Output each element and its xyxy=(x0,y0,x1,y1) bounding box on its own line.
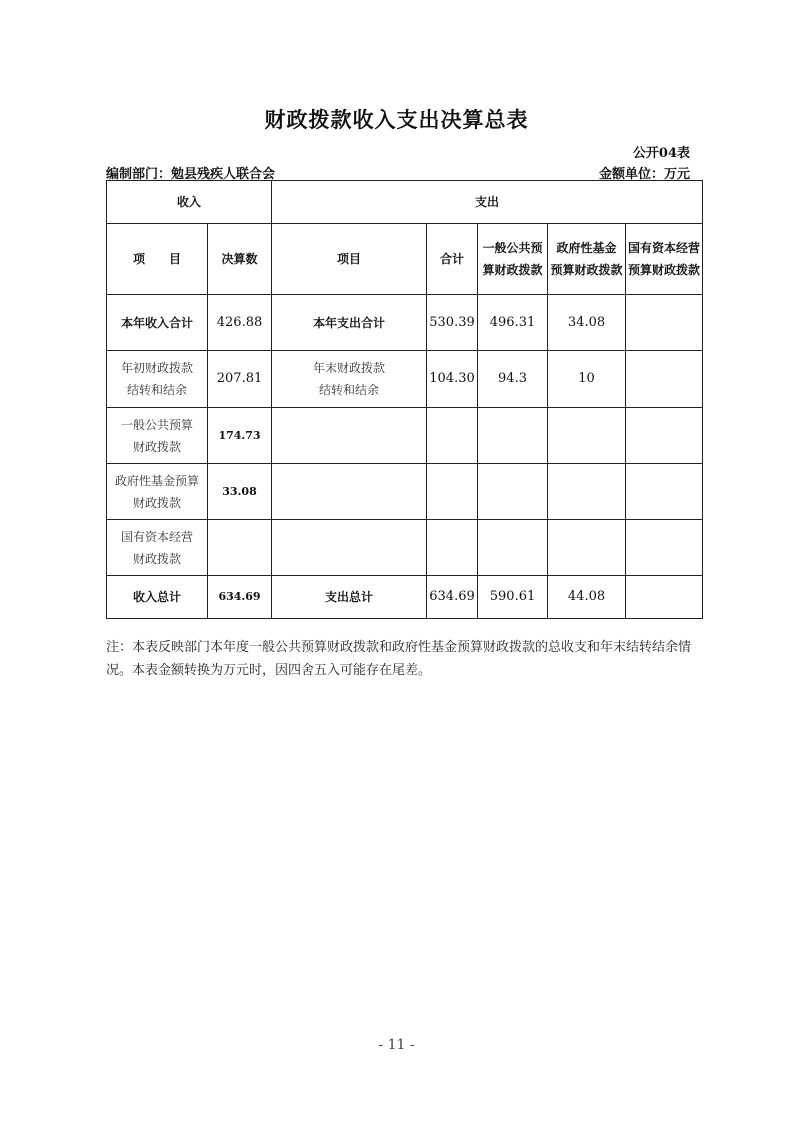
gov-fund-cell: 10 xyxy=(548,351,626,408)
cell-line: 财政拨款 xyxy=(132,439,181,454)
general-budget-cell: 590.61 xyxy=(478,576,548,619)
income-amount-cell xyxy=(208,520,272,576)
income-item-cell: 收入总计 xyxy=(107,576,208,619)
total-cell: 530.39 xyxy=(427,295,478,351)
gov-fund-cell xyxy=(548,408,626,464)
table-row xyxy=(107,408,703,464)
income-item-cell: 本年收入合计 xyxy=(107,295,208,351)
soe-capital-cell xyxy=(626,351,703,408)
table-row xyxy=(107,464,703,520)
total-cell: 104.30 xyxy=(427,351,478,408)
header-line: 政府性基金 xyxy=(556,241,617,255)
income-amount-cell: 207.81 xyxy=(208,351,272,408)
total-cell: 634.69 xyxy=(427,576,478,619)
expense-item-cell xyxy=(272,464,427,520)
cell-line: 结转和结余 xyxy=(319,383,380,397)
expense-item-cell xyxy=(272,408,427,464)
general-budget-header xyxy=(478,224,548,295)
page-title: 财政拨款收入支出决算总表 xyxy=(264,107,529,132)
expense-item-header: 项目 xyxy=(272,224,427,295)
form-number: 公开04表 xyxy=(632,146,690,161)
amount-unit-label: 金额单位：万元 xyxy=(598,167,690,182)
expense-item-cell xyxy=(272,351,427,408)
header-line: 算财政拨款 xyxy=(482,263,543,277)
cell-line: 国有资本经营 xyxy=(120,529,193,544)
income-amount-cell: 33.08 xyxy=(208,464,272,520)
total-cell xyxy=(427,408,478,464)
income-item-cell xyxy=(107,408,208,464)
total-header: 合计 xyxy=(427,224,478,295)
gov-fund-header xyxy=(548,224,626,295)
header-row-group xyxy=(107,181,703,224)
general-budget-cell xyxy=(478,408,548,464)
total-cell xyxy=(427,520,478,576)
income-amount-cell: 634.69 xyxy=(208,576,272,619)
income-amount-cell: 426.88 xyxy=(208,295,272,351)
income-amount-cell: 174.73 xyxy=(208,408,272,464)
soe-capital-cell xyxy=(626,295,703,351)
income-item-cell xyxy=(107,351,208,408)
total-cell xyxy=(427,464,478,520)
income-item-cell xyxy=(107,464,208,520)
general-budget-cell: 496.31 xyxy=(478,295,548,351)
table-row xyxy=(107,351,703,408)
gov-fund-cell xyxy=(548,520,626,576)
expense-header: 支出 xyxy=(272,181,703,224)
expense-item-cell: 支出总计 xyxy=(272,576,427,619)
soe-capital-cell xyxy=(626,464,703,520)
cell-line: 年末财政拨款 xyxy=(313,361,386,375)
table-note: 注：本表反映部门本年度一般公共预算财政拨款和政府性基金预算财政拨款的总收支和年末结转结余情况。本表金额转换为万元时，因四舍五入可能存在尾差。 xyxy=(106,640,692,678)
table-row xyxy=(107,576,703,619)
cell-line: 政府性基金预算 xyxy=(114,473,199,488)
header-line: 预算财政拨款 xyxy=(550,263,623,277)
income-item-header: 项 目 xyxy=(107,224,208,295)
income-header: 收入 xyxy=(107,181,272,224)
header-line: 一般公共预 xyxy=(482,241,543,255)
expense-item-cell: 本年支出合计 xyxy=(272,295,427,351)
gov-fund-cell: 34.08 xyxy=(548,295,626,351)
header-line: 预算财政拨款 xyxy=(628,263,701,277)
table-row xyxy=(107,295,703,351)
page-number: - 11 - xyxy=(378,1037,415,1053)
general-budget-cell xyxy=(478,464,548,520)
income-item-cell xyxy=(107,520,208,576)
cell-line: 财政拨款 xyxy=(132,551,181,566)
expense-item-cell xyxy=(272,520,427,576)
general-budget-cell xyxy=(478,520,548,576)
table-row xyxy=(107,520,703,576)
soe-capital-header xyxy=(626,224,703,295)
soe-capital-cell xyxy=(626,408,703,464)
final-account-table xyxy=(106,180,703,619)
header-row-columns xyxy=(107,224,703,295)
department-label: 编制部门：勉县残疾人联合会 xyxy=(106,167,276,182)
income-amount-header: 决算数 xyxy=(208,224,272,295)
gov-fund-cell xyxy=(548,464,626,520)
soe-capital-cell xyxy=(626,520,703,576)
header-line: 国有资本经营 xyxy=(628,241,701,255)
soe-capital-cell xyxy=(626,576,703,619)
cell-line: 结转和结余 xyxy=(126,383,187,397)
general-budget-cell: 94.3 xyxy=(478,351,548,408)
cell-line: 一般公共预算 xyxy=(120,417,193,432)
cell-line: 年初财政拨款 xyxy=(120,361,193,375)
cell-line: 财政拨款 xyxy=(132,495,181,510)
gov-fund-cell: 44.08 xyxy=(548,576,626,619)
